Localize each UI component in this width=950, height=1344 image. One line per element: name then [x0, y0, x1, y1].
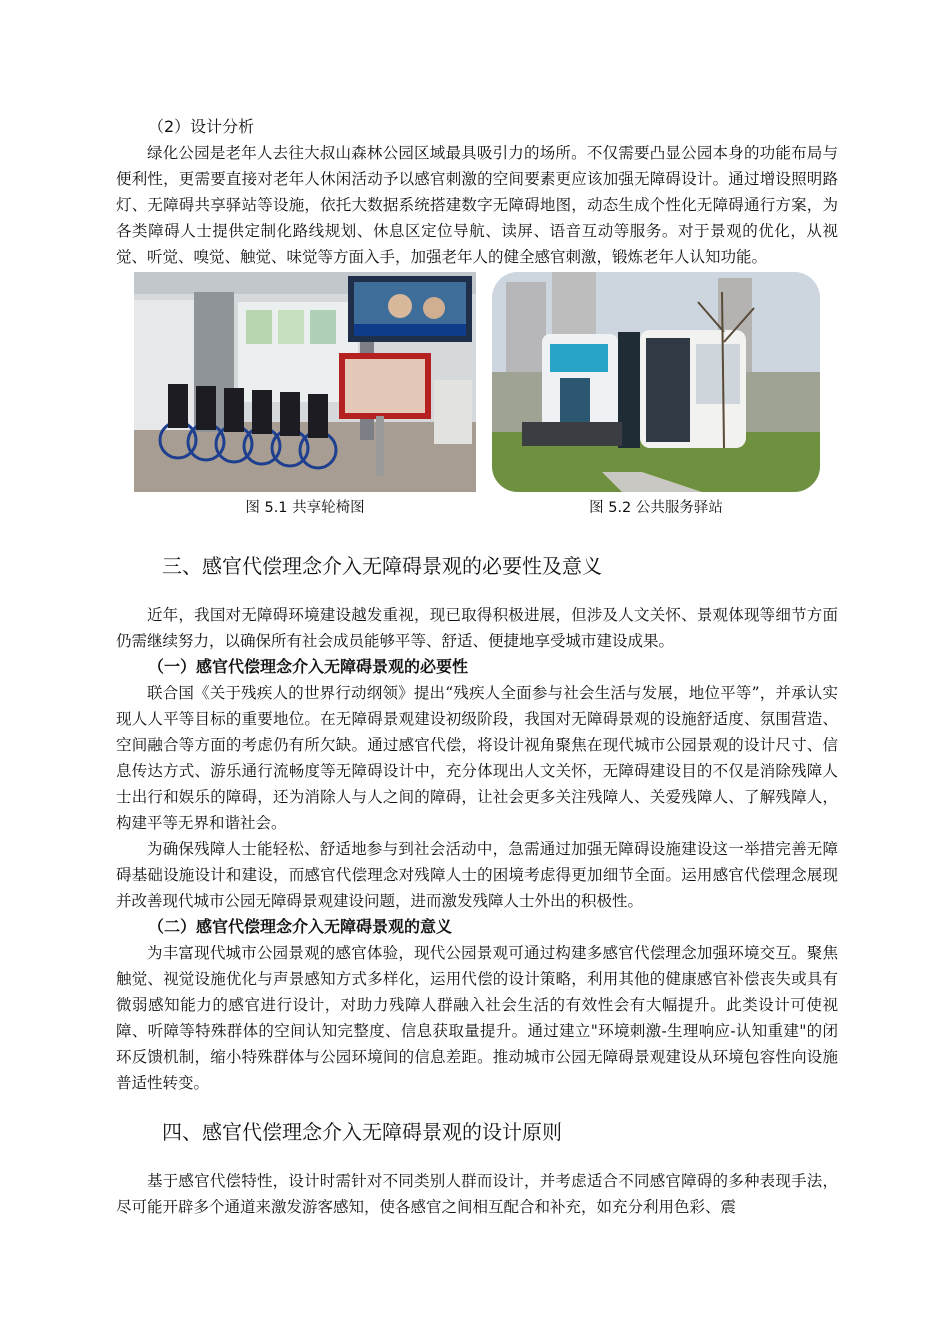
section-3-heading: 三、感官代偿理念介入无障碍景观的必要性及意义	[162, 554, 602, 578]
figure-5-1-caption: 图 5.1 共享轮椅图	[245, 500, 365, 516]
subsection-3-2-title: （二）感官代偿理念介入无障碍景观的意义	[148, 917, 453, 936]
section-3-intro: 近年，我国对无障碍环境建设越发重视，现已取得积极进展，但涉及人文关怀、景观体现等细节方面仍需继续努力，以确保所有社会成员能够平等、舒适、便捷地享受城市建设成果。	[116, 606, 838, 650]
shared-wheelchair-illustration	[134, 272, 476, 492]
paragraph-design-analysis: 绿化公园是老年人去往大叔山森林公园区域最具吸引力的场所。不仅需要凸显公园本身的功能布局与便利性，更需要直接对老年人休闲活动予以感官刺激的空间要素更应该加强无障碍设计。通过增设照明路灯、无障碍共享驿站等设施，依托大数据系统搭建数字无障碍地图，动态生成个性化无障碍通行方案，为各类障碍人士提供定制化路线规划、休息区定位导航、读屏、语音互动等服务。对于景观的优化，从视觉、听觉、嗅觉、触觉、味觉等方面入手，加强老年人的健全感官刺激，锻炼老年人认知功能。	[116, 144, 838, 266]
section-4-heading: 四、感官代偿理念介入无障碍景观的设计原则	[162, 1120, 562, 1144]
subsection-3-2-paragraph-1: 为丰富现代城市公园景观的感官体验，现代公园景观可通过构建多感官代偿理念加强环境交互。聚焦触觉、视觉设施优化与声景感知方式多样化，运用代偿的设计策略，利用其他的健康感官补偿丧失或具有微弱感知能力的感官进行设计，对助力残障人群融入社会生活的有效性会有大幅提升。此类设计可使视障、听障等特殊群体的空间认知完整度、信息获取量提升。通过建立"环境刺激-生理响应-认知重建"的闭环反馈机制，缩小特殊群体与公园环境间的信息差距。推动城市公园无障碍景观建设从环境包容性向设施普适性转变。	[116, 944, 838, 1092]
shared-wheelchair-photo	[134, 272, 476, 492]
subsection-3-1-paragraph-2: 为确保残障人士能轻松、舒适地参与到社会活动中，急需通过加强无障碍设施建设这一举措完善无障碍基础设施设计和建设，而感官代偿理念对残障人士的困境考虑得更加细节全面。运用感官代偿理念展现并改善现代城市公园无障碍景观建设问题，进而激发残障人士外出的积极性。	[116, 840, 838, 910]
figure-5-2-caption: 图 5.2 公共服务驿站	[589, 500, 723, 516]
figure-5-1	[134, 272, 476, 518]
figure-5-2	[492, 272, 820, 518]
page-content	[116, 114, 838, 1220]
subsection-title-design-analysis: （2）设计分析	[148, 117, 255, 136]
figure-row	[116, 272, 838, 526]
public-service-station-photo	[492, 272, 820, 492]
section-4-paragraph: 基于感官代偿特性，设计时需针对不同类别人群而设计，并考虑适合不同感官障碍的多种表现手法，尽可能开辟多个通道来激发游客感知，使各感官之间相互配合和补充，如充分利用色彩、震	[116, 1172, 838, 1216]
subsection-3-1-paragraph-1: 联合国《关于残疾人的世界行动纲领》提出“残疾人全面参与社会生活与发展，地位平等”，并承认实现人人平等目标的重要地位。在无障碍景观建设初级阶段，我国对无障碍景观的设施舒适度、氛围营造、空间融合等方面的考虑仍有所欠缺。通过感官代偿，将设计视角聚焦在现代城市公园景观的设计尺寸、信息传达方式、游乐通行流畅度等无障碍设计中，充分体现出人文关怀，无障碍建设目的不仅是消除残障人士出行和娱乐的障碍，还为消除人与人之间的障碍，让社会更多关注残障人、关爱残障人、了解残障人，构建平等无界和谐社会。	[116, 684, 838, 832]
public-service-station-illustration	[492, 272, 820, 492]
subsection-3-1-title: （一）感官代偿理念介入无障碍景观的必要性	[148, 657, 469, 676]
